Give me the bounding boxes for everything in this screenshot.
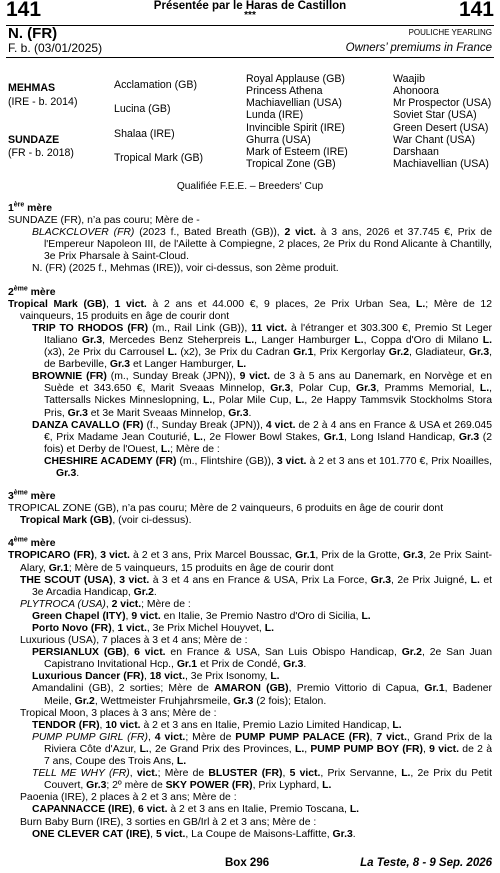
gen4-1: Waajib [393, 73, 425, 85]
gen4-3: Mr Prospector (USA) [393, 97, 492, 109]
paragraph: THE SCOUT (USA), 3 vict. à 3 et 4 ans en France & USA, Prix La Force, Gr.3, 2e Prix Juigné, L. et 3e Arcadia Handicap, Gr.2. [20, 574, 492, 598]
paragraph: Burn Baby Burn (IRE), 3 sorties en GB/Irl à 2 et 3 ans; Mère de : [20, 816, 317, 828]
gen3-6: Ghurra (USA) [246, 134, 311, 146]
paragraph: TENDOR (FR), 10 vict. à 2 et 3 ans en Italie, Premio Lazio Limited Handicap, L. [32, 719, 402, 731]
presenter: Présentée par le Haras de Castillon [153, 0, 347, 12]
paragraph: DANZA CAVALLO (FR) (f., Sunday Break (JPN)), 4 vict. de 2 à 4 ans en France & USA et 269.045 €, Prix Madame Jean Couturié, L., 2e Flower Bowl Stakes, Gr.1, Long Island Handicap, Gr.3 (2 fois) et Derby de l'Ouest, L.; Mère de : [32, 419, 492, 455]
paragraph: TELL ME WHY (FR), vict.; Mère de BLUSTER (FR), 5 vict., Prix Servanne, L., 2e Prix du Petit Couvert, Gr.3; 2º mère de SKY POWER (FR), Prix Lyphard, L. [32, 768, 492, 792]
gen4-7: Darshaan [393, 146, 439, 158]
section-heading-1: 1ère mère [8, 201, 53, 214]
paragraph: Paoenia (IRE), 2 places à 2 et 3 ans; Mère de : [20, 792, 237, 804]
paragraph: N. (FR) (2025 f., Mehmas (IRE)), voir ci-dessus, son 2ème produit. [32, 263, 339, 275]
paragraph: CHESHIRE ACADEMY (FR) (m., Flintshire (GB)), 3 vict. à 2 et 3 ans et 101.770 €, Prix Noailles, Gr.3. [44, 455, 492, 479]
paragraph: BROWNIE (FR) (m., Sunday Break (JPN)), 9 vict. de 3 à 5 ans au Danemark, en Norvège et en Suède et 343.650 €, Marit Sveaas Minnelop, Gr.3, Polar Cup, Gr.3, Pramms Memorial, L., Tattersalls Nickes Minneslopning, L., Polar Mile Cup, L., 2e Happy Tammsvik Stockholms Stora Pris, Gr.3 et 3e Marit Sveaas Minnelop, Gr.3. [32, 371, 492, 419]
sale-type: POULICHE YEARLING [408, 28, 492, 37]
paragraph: Tropical Moon, 3 places à 3 ans; Mère de : [20, 707, 217, 719]
paragraph: Porto Novo (FR), 1 vict., 3e Prix Michel Houyvet, L. [32, 623, 274, 634]
gen3-3: Machiavellian (USA) [246, 97, 342, 109]
qualification: Qualifiée F.E.E. – Breeders' Cup [176, 181, 324, 192]
paragraph: Green Chapel (ITY), 9 vict. en Italie, 3e Premio Nastro d'Oro di Sicilia, L. [32, 610, 371, 622]
paragraph: SUNDAZE (FR), n’a pas couru; Mère de - [8, 215, 200, 227]
paragraph: TRIP TO RHODOS (FR) (m., Rail Link (GB)), 11 vict. à l'étranger et 303.300 €, Premio St Leger Italiano Gr.3, Mercedes Benz Steherpreis L., Langer Hamburger L., Coppa d'Oro di Milano L. (x3), 2e Prix du Carrousel L. (x2), 3e Prix du Cadran Gr.1, Prix Kergorlay Gr.2, Gladiateur, Gr.3, de Barbeville, Gr.3 et Langer Hamburger, L. [32, 322, 492, 371]
grandsire-paternal: Acclamation (GB) [114, 79, 198, 91]
paragraph: Amandalini (GB), 2 sorties; Mère de AMARON (GB), Premio Vittorio di Capua, Gr.1, Badener Meile, Gr.2, Wettmeister Fruhjahrsmeile, Gr.3 (2 fois); Etalon. [32, 683, 493, 707]
horse-name: N. (FR) [8, 25, 58, 42]
produce-record [8, 203, 492, 841]
paragraph: ONE CLEVER CAT (IRE), 5 vict., La Coupe de Maisons-Laffitte, Gr.3. [32, 828, 356, 840]
premium-note: Owners’ premiums in France [345, 42, 492, 54]
paragraph: Tropical Mark (GB), 1 vict. à 2 ans et 44.000 €, 9 places, 2e Prix Urban Sea, L.; Mère de 12 vainqueurs, 15 produits en âge de courir dont [8, 298, 492, 322]
gen4-5: Green Desert (USA) [393, 122, 489, 134]
horse-details: F. b. (03/01/2025) [8, 41, 103, 55]
granddam-maternal: Tropical Mark (GB) [114, 152, 204, 164]
gen3-7: Mark of Esteem (IRE) [246, 146, 348, 158]
paragraph: BLACKCLOVER (FR) (2023 f., Bated Breath (GB)), 2 vict. à 3 ans, 2026 et 37.745 €, Prix de l'Empereur Napoleon III, de l'Ailette à Compiegne, 2 places, 2e Prix du Rond Alicante à Chantilly, 3e Prix Pharsale à Saint-Cloud. [32, 227, 492, 263]
gen3-2: Princess Athena [246, 85, 323, 97]
paragraph: PUMP PUMP GIRL (FR), 4 vict.; Mère de PUMP PUMP PALACE (FR), 7 vict., Grand Prix de la Riviera Côte d'Azur, L., 2e Grand Prix des Provinces, L., PUMP PUMP BOY (FR), 9 vict. de 2 à 7 ans, Coupe des Trois Ans, L. [32, 731, 493, 768]
lot-number-left: 141 [6, 0, 42, 21]
sire-details: (IRE - b. 2014) [8, 96, 78, 108]
section-heading-2: 2ème mère [8, 285, 56, 298]
paragraph: Tropical Mark (GB), (voir ci-dessus). [20, 515, 192, 527]
paragraph: TROPICAL ZONE (GB), n’a pas couru; Mère de 2 vainqueurs, 6 produits en âge de courir dont [8, 503, 444, 515]
gen4-4: Soviet Star (USA) [393, 109, 477, 121]
box-number: Box 296 [225, 857, 270, 869]
section-heading-3: 3ème mère [8, 489, 56, 503]
gen4-8: Machiavellian (USA) [393, 158, 489, 170]
section-heading-4: 4ème mère [8, 536, 56, 550]
gen3-1: Royal Applause (GB) [246, 73, 345, 85]
paragraph: Luxurious (USA), 7 places à 3 et 4 ans; Mère de : [20, 635, 248, 647]
paragraph: PERSIANLUX (GB), 6 vict. en France & USA, San Luis Obispo Handicap, Gr.2, 2e San Juan Capistrano Invitational Hcp., Gr.1 et Prix de Condé, Gr.3. [32, 647, 493, 671]
paragraph: PLYTROCA (USA), 2 vict.; Mère de : [20, 598, 191, 610]
gen3-4: Lunda (IRE) [246, 109, 304, 121]
granddam-paternal: Lucina (GB) [114, 103, 171, 115]
dam-details: (FR - b. 2018) [8, 147, 74, 159]
sale-info: La Teste, 8 - 9 Sep. 2026 [360, 857, 492, 869]
paragraph: CAPANNACCE (IRE), 6 vict. à 2 et 3 ans en Italie, Premio Toscana, L. [32, 804, 360, 816]
lot-number-right: 141 [458, 0, 494, 21]
grandsire-maternal: Shalaa (IRE) [114, 128, 175, 140]
gen3-5: Invincible Spirit (IRE) [246, 122, 345, 134]
gen4-2: Ahonoora [393, 85, 439, 97]
stars: *** [244, 10, 256, 21]
gen4-6: War Chant (USA) [393, 134, 476, 146]
sire-name: MEHMAS [8, 82, 56, 94]
paragraph: TROPICARO (FR), 3 vict. à 2 et 3 ans, Prix Marcel Boussac, Gr.1, Prix de la Grotte, Gr.3, 2e Prix Saint-Alary, Gr.1; Mère de 5 vainqueurs, 15 produits en âge de courir dont [8, 550, 492, 574]
divider [6, 57, 494, 58]
gen3-8: Tropical Zone (GB) [246, 158, 336, 170]
dam-name: SUNDAZE [8, 134, 60, 146]
divider [6, 25, 494, 26]
paragraph: Luxurious Dancer (FR), 18 vict., 3e Prix Isonomy, L. [32, 671, 280, 683]
